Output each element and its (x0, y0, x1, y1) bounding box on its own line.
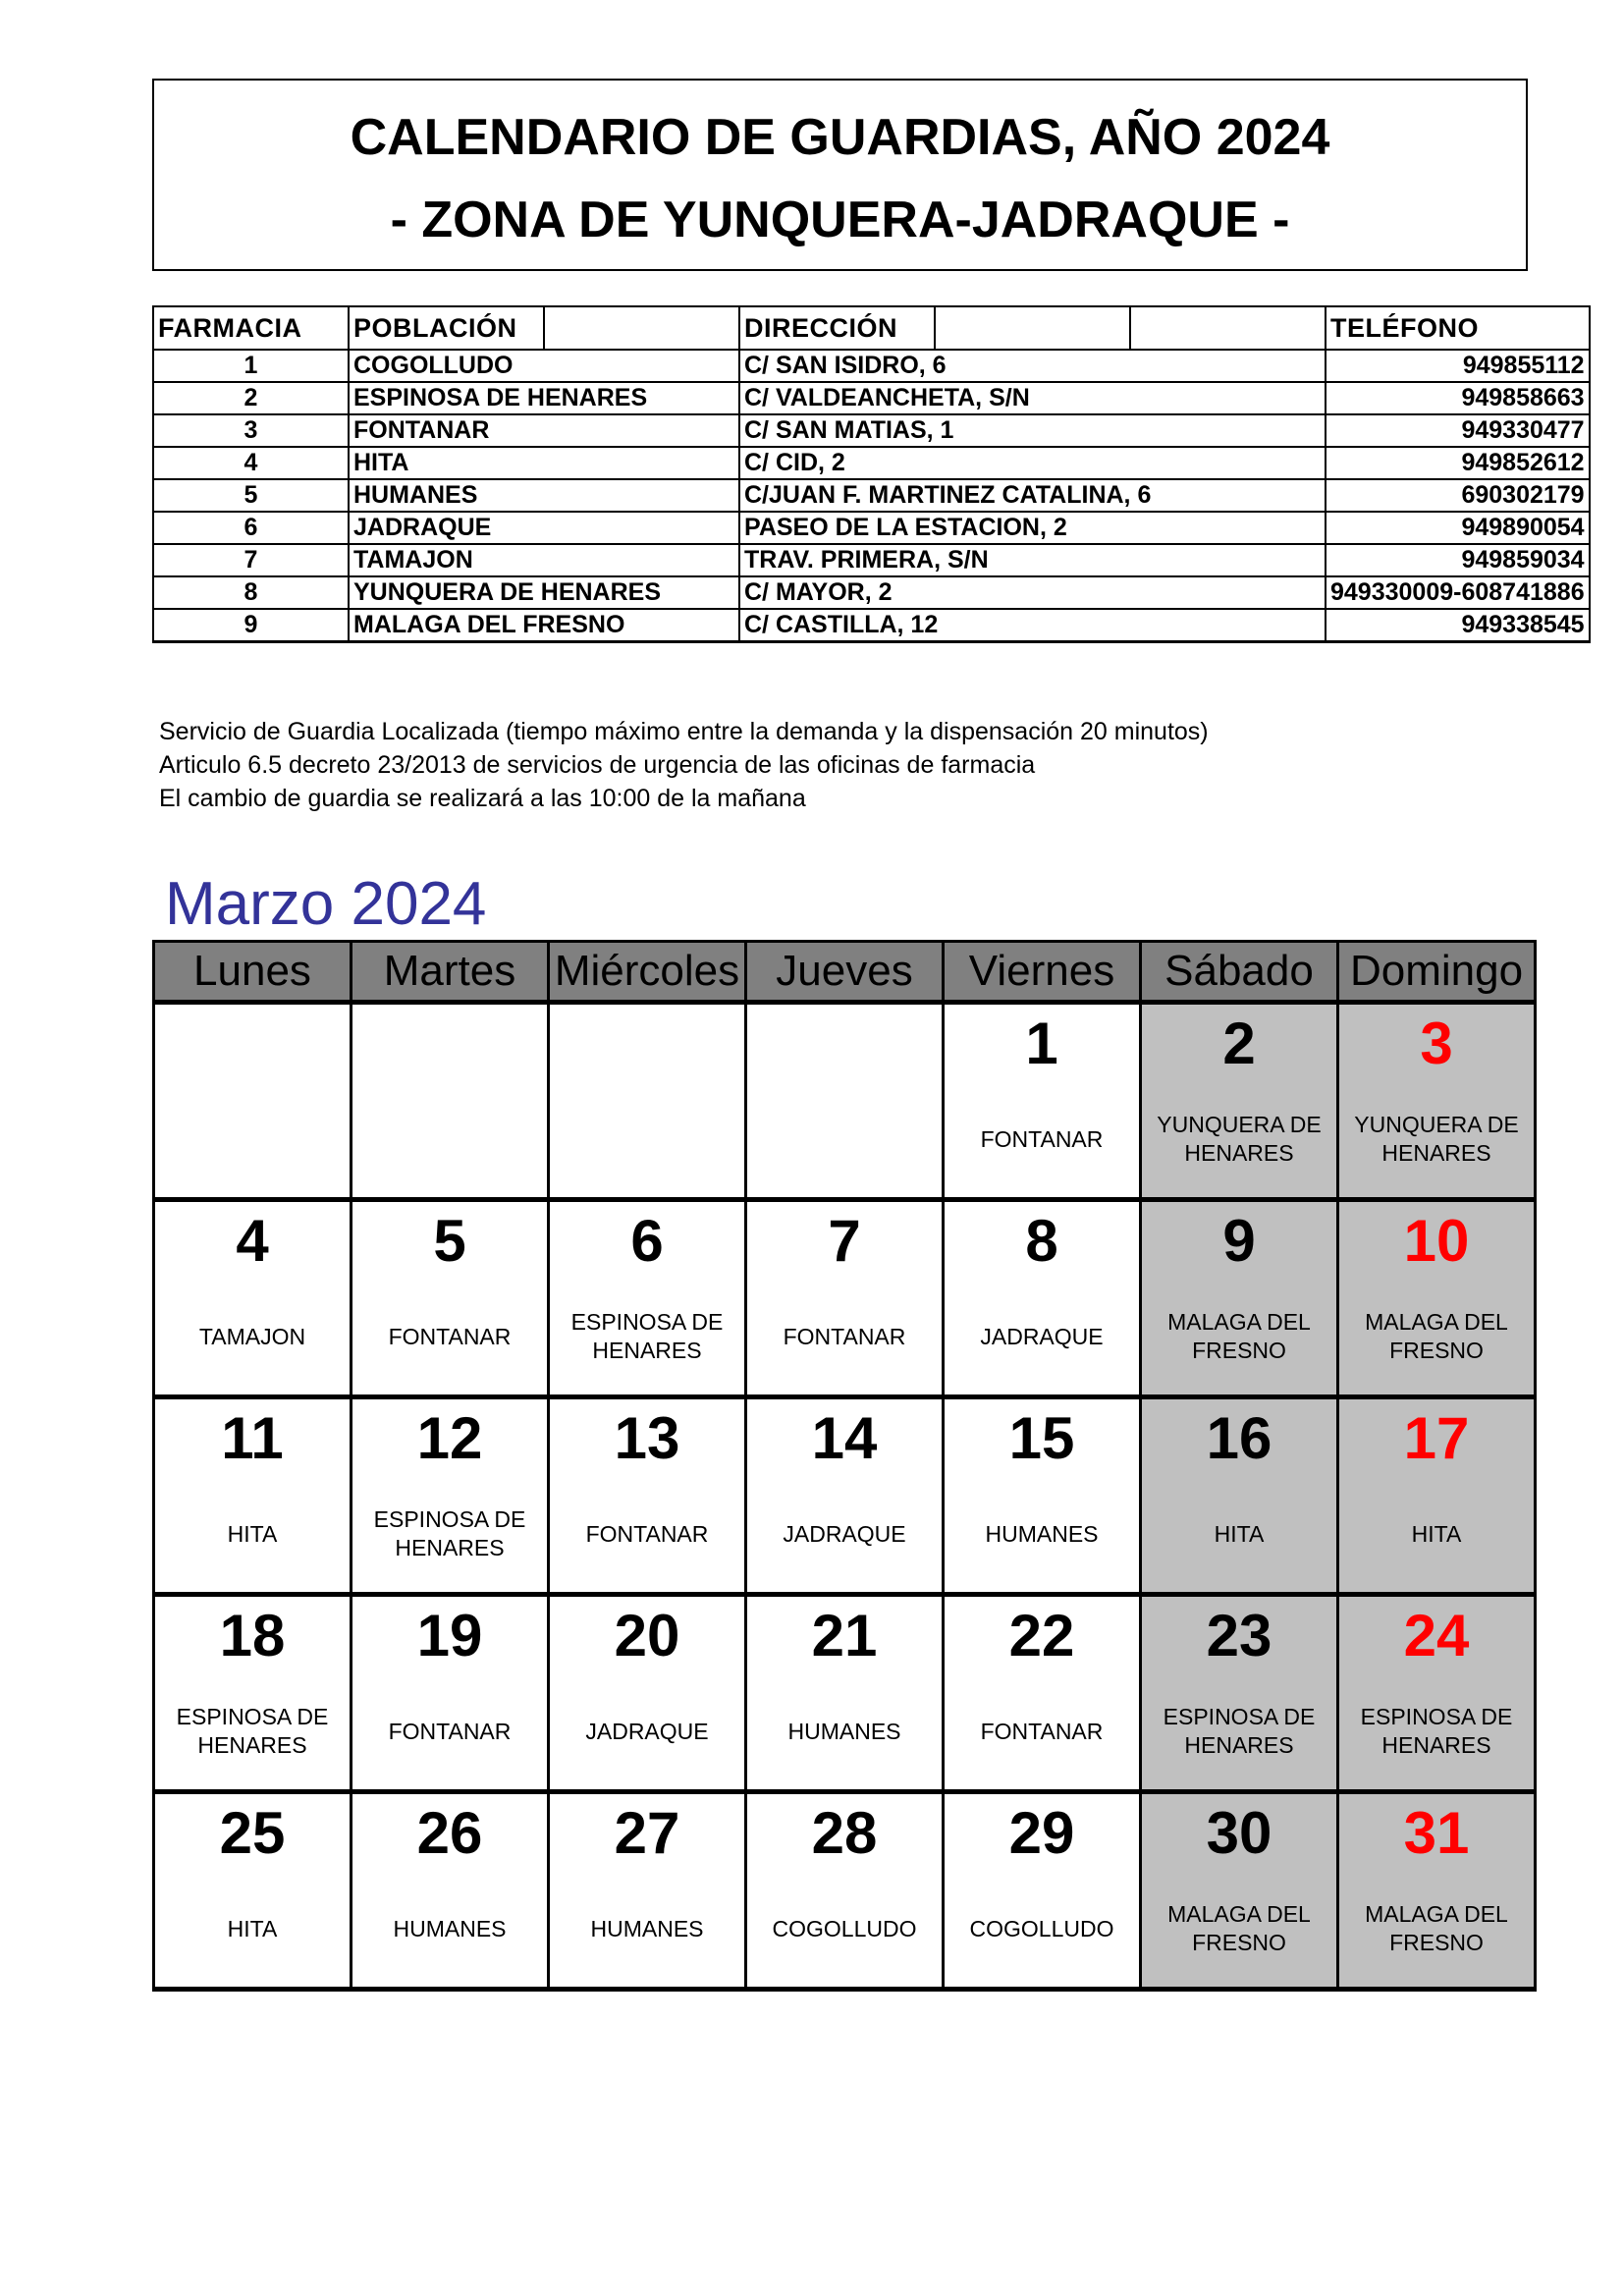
on-duty-pharmacy (1343, 1292, 1530, 1381)
pharmacy-address: C/ CASTILLA, 12 (739, 609, 1326, 642)
calendar-day-cell (1141, 1397, 1338, 1595)
pharmacy-table (152, 305, 1591, 643)
header-empty (544, 306, 739, 350)
on-duty-pharmacy-label: FONTANAR (585, 1520, 709, 1547)
calendar-day-cell (154, 1397, 352, 1595)
on-duty-pharmacy (159, 1687, 346, 1776)
calendar-day-cell (1338, 1595, 1536, 1792)
pharmacy-town: TAMAJON (349, 544, 739, 576)
weekday-header: Lunes (154, 942, 352, 1003)
on-duty-pharmacy (1146, 1490, 1332, 1578)
day-number: 5 (433, 1208, 466, 1274)
day-number: 17 (1403, 1405, 1470, 1471)
document-subtitle: - ZONA DE YUNQUERA-JADRAQUE - (390, 191, 1290, 248)
on-duty-pharmacy (356, 1885, 543, 1973)
pharmacy-number: 9 (153, 609, 349, 642)
pharmacy-town: HITA (349, 447, 739, 479)
on-duty-pharmacy-label: JADRAQUE (585, 1718, 709, 1744)
on-duty-pharmacy-label: HITA (1214, 1520, 1265, 1547)
day-number: 29 (1008, 1800, 1075, 1866)
header-direccion: DIRECCIÓN (739, 306, 935, 350)
calendar-day-cell (1338, 1003, 1536, 1200)
pharmacy-row (153, 609, 1590, 642)
on-duty-pharmacy (1343, 1687, 1530, 1776)
pharmacy-address: C/ VALDEANCHETA, S/N (739, 382, 1326, 414)
pharmacy-row (153, 447, 1590, 479)
note-line: El cambio de guardia se realizará a las 10:00 de la mañana (159, 785, 806, 812)
pharmacy-phone: 949330477 (1326, 414, 1590, 447)
day-number: 27 (614, 1800, 680, 1866)
pharmacy-phone: 949858663 (1326, 382, 1590, 414)
pharmacy-address: PASEO DE LA ESTACION, 2 (739, 512, 1326, 544)
header-empty (935, 306, 1130, 350)
day-number: 7 (828, 1208, 861, 1274)
pharmacy-number: 8 (153, 576, 349, 609)
on-duty-pharmacy-label: HITA (1411, 1520, 1462, 1547)
pharmacy-town: YUNQUERA DE HENARES (349, 576, 739, 609)
calendar-day-cell (746, 1200, 944, 1397)
on-duty-pharmacy-label: FONTANAR (980, 1125, 1104, 1152)
day-number: 21 (811, 1603, 878, 1668)
pharmacy-address: C/ SAN MATIAS, 1 (739, 414, 1326, 447)
on-duty-pharmacy-label: HUMANES (590, 1915, 704, 1941)
pharmacy-town: ESPINOSA DE HENARES (349, 382, 739, 414)
on-duty-pharmacy (948, 1687, 1135, 1776)
calendar-day-cell (549, 1003, 746, 1200)
on-duty-pharmacy-label: ESPINOSA DE HENARES (373, 1506, 526, 1560)
calendar-week-row (154, 1003, 1536, 1200)
calendar-day-cell (1141, 1003, 1338, 1200)
day-number: 10 (1403, 1208, 1470, 1274)
calendar-day-cell (549, 1200, 746, 1397)
on-duty-pharmacy (751, 1095, 938, 1183)
weekday-header: Martes (352, 942, 549, 1003)
on-duty-pharmacy (554, 1687, 740, 1776)
on-duty-pharmacy (159, 1292, 346, 1381)
weekday-header: Miércoles (549, 942, 746, 1003)
pharmacy-number: 5 (153, 479, 349, 512)
day-number: 11 (221, 1405, 284, 1471)
calendar-day-cell (154, 1595, 352, 1792)
on-duty-pharmacy-label: YUNQUERA DE HENARES (1354, 1112, 1519, 1166)
pharmacy-row (153, 576, 1590, 609)
day-number: 2 (1222, 1011, 1256, 1076)
pharmacy-address: C/ SAN ISIDRO, 6 (739, 350, 1326, 382)
on-duty-pharmacy (1343, 1885, 1530, 1973)
day-number: 9 (1222, 1208, 1256, 1274)
calendar-day-cell (154, 1792, 352, 1990)
on-duty-pharmacy-label: COGOLLUDO (969, 1915, 1114, 1941)
calendar-day-cell (352, 1397, 549, 1595)
pharmacy-town: COGOLLUDO (349, 350, 739, 382)
on-duty-pharmacy (751, 1490, 938, 1578)
day-number: 14 (811, 1405, 878, 1471)
calendar-day-cell (944, 1595, 1141, 1792)
notes (159, 715, 1209, 815)
on-duty-pharmacy-label: HITA (227, 1915, 278, 1941)
on-duty-pharmacy (948, 1095, 1135, 1183)
pharmacy-row (153, 414, 1590, 447)
calendar-week-row (154, 1397, 1536, 1595)
day-number: 15 (1008, 1405, 1075, 1471)
pharmacy-row (153, 382, 1590, 414)
on-duty-pharmacy (159, 1490, 346, 1578)
calendar-day-cell (549, 1397, 746, 1595)
on-duty-pharmacy (1146, 1095, 1332, 1183)
day-number: 23 (1206, 1603, 1272, 1668)
pharmacy-address: C/ MAYOR, 2 (739, 576, 1326, 609)
month-title: Marzo 2024 (165, 870, 487, 938)
pharmacy-phone: 949330009-608741886 (1326, 576, 1590, 609)
day-number: 12 (416, 1405, 483, 1471)
on-duty-pharmacy-label: YUNQUERA DE HENARES (1157, 1112, 1322, 1166)
note-line: Servicio de Guardia Localizada (tiempo máximo entre la demanda y la dispensación 20 minutos) (159, 718, 1209, 745)
calendar-day-cell (1141, 1792, 1338, 1990)
day-number: 13 (614, 1405, 680, 1471)
calendar-day-cell (549, 1792, 746, 1990)
day-number: 26 (416, 1800, 483, 1866)
on-duty-pharmacy (948, 1490, 1135, 1578)
on-duty-pharmacy (948, 1885, 1135, 1973)
calendar-day-cell (352, 1200, 549, 1397)
pharmacy-phone: 949890054 (1326, 512, 1590, 544)
calendar-day-cell (352, 1003, 549, 1200)
calendar-day-cell (154, 1003, 352, 1200)
day-number: 16 (1206, 1405, 1272, 1471)
day-number: 4 (236, 1208, 269, 1274)
pharmacy-table-header (153, 306, 1590, 350)
pharmacy-phone: 949859034 (1326, 544, 1590, 576)
on-duty-pharmacy-label: MALAGA DEL FRESNO (1167, 1309, 1311, 1363)
on-duty-pharmacy (554, 1292, 740, 1381)
calendar-week-row (154, 1200, 1536, 1397)
pharmacy-number: 3 (153, 414, 349, 447)
on-duty-pharmacy (554, 1490, 740, 1578)
calendar-day-cell (352, 1792, 549, 1990)
pharmacy-address: C/ CID, 2 (739, 447, 1326, 479)
pharmacy-phone: 949855112 (1326, 350, 1590, 382)
pharmacy-phone: 690302179 (1326, 479, 1590, 512)
pharmacy-number: 7 (153, 544, 349, 576)
calendar-day-cell (1338, 1792, 1536, 1990)
pharmacy-phone: 949852612 (1326, 447, 1590, 479)
on-duty-pharmacy-label: FONTANAR (388, 1323, 512, 1349)
on-duty-pharmacy (356, 1095, 543, 1183)
on-duty-pharmacy (356, 1490, 543, 1578)
pharmacy-phone: 949338545 (1326, 609, 1590, 642)
day-number: 28 (811, 1800, 878, 1866)
calendar-day-cell (1338, 1397, 1536, 1595)
on-duty-pharmacy (751, 1292, 938, 1381)
calendar-day-cell (746, 1003, 944, 1200)
on-duty-pharmacy-label: HUMANES (393, 1915, 507, 1941)
pharmacy-row (153, 350, 1590, 382)
weekday-header: Jueves (746, 942, 944, 1003)
day-number: 31 (1403, 1800, 1470, 1866)
header-farmacia: FARMACIA (153, 306, 349, 350)
day-number: 30 (1206, 1800, 1272, 1866)
calendar-day-cell (1141, 1200, 1338, 1397)
on-duty-pharmacy-label: ESPINOSA DE HENARES (570, 1309, 724, 1363)
header-telefono: TELÉFONO (1326, 306, 1590, 350)
calendar-day-cell (746, 1397, 944, 1595)
on-duty-pharmacy-label: HITA (227, 1520, 278, 1547)
weekday-header: Viernes (944, 942, 1141, 1003)
header-poblacion: POBLACIÓN (349, 306, 544, 350)
on-duty-pharmacy (554, 1095, 740, 1183)
pharmacy-number: 2 (153, 382, 349, 414)
pharmacy-town: FONTANAR (349, 414, 739, 447)
day-number: 25 (219, 1800, 286, 1866)
on-duty-pharmacy (1343, 1490, 1530, 1578)
on-duty-pharmacy (1146, 1885, 1332, 1973)
calendar-day-cell (746, 1595, 944, 1792)
day-number: 19 (416, 1603, 483, 1668)
calendar-day-cell (944, 1003, 1141, 1200)
on-duty-pharmacy-label: FONTANAR (388, 1718, 512, 1744)
on-duty-pharmacy (751, 1687, 938, 1776)
pharmacy-town: MALAGA DEL FRESNO (349, 609, 739, 642)
pharmacy-number: 1 (153, 350, 349, 382)
day-number: 8 (1025, 1208, 1058, 1274)
day-number: 18 (219, 1603, 286, 1668)
calendar-day-cell (944, 1397, 1141, 1595)
pharmacy-row (153, 512, 1590, 544)
calendar-week-row (154, 1595, 1536, 1792)
pharmacy-row (153, 544, 1590, 576)
on-duty-pharmacy (356, 1292, 543, 1381)
on-duty-pharmacy (356, 1687, 543, 1776)
calendar-day-cell (746, 1792, 944, 1990)
title-box (152, 79, 1528, 271)
calendar-day-cell (944, 1792, 1141, 1990)
day-number: 1 (1025, 1011, 1058, 1076)
weekday-header-row (154, 942, 1536, 1003)
on-duty-pharmacy (159, 1095, 346, 1183)
calendar-day-cell (549, 1595, 746, 1792)
calendar-day-cell (352, 1595, 549, 1792)
on-duty-pharmacy-label: JADRAQUE (783, 1520, 906, 1547)
pharmacy-number: 6 (153, 512, 349, 544)
weekday-header: Domingo (1338, 942, 1536, 1003)
on-duty-pharmacy-label: HUMANES (787, 1718, 901, 1744)
on-duty-pharmacy-label: MALAGA DEL FRESNO (1365, 1309, 1508, 1363)
on-duty-pharmacy-label: MALAGA DEL FRESNO (1167, 1901, 1311, 1955)
pharmacy-address: TRAV. PRIMERA, S/N (739, 544, 1326, 576)
calendar-day-cell (944, 1200, 1141, 1397)
on-duty-pharmacy (751, 1885, 938, 1973)
on-duty-pharmacy (159, 1885, 346, 1973)
pharmacy-town: HUMANES (349, 479, 739, 512)
on-duty-pharmacy (948, 1292, 1135, 1381)
on-duty-pharmacy-label: TAMAJON (198, 1323, 306, 1349)
day-number: 22 (1008, 1603, 1075, 1668)
day-number: 3 (1420, 1011, 1453, 1076)
on-duty-pharmacy (554, 1885, 740, 1973)
on-duty-pharmacy-label: ESPINOSA DE HENARES (176, 1704, 329, 1758)
day-number: 24 (1403, 1603, 1470, 1668)
on-duty-pharmacy-label: ESPINOSA DE HENARES (1360, 1704, 1513, 1758)
on-duty-pharmacy-label: COGOLLUDO (772, 1915, 917, 1941)
calendar-grid (152, 940, 1537, 1992)
on-duty-pharmacy-label: JADRAQUE (980, 1323, 1104, 1349)
note-line: Articulo 6.5 decreto 23/2013 de servicios de urgencia de las oficinas de farmacia (159, 751, 1036, 779)
document-title: CALENDARIO DE GUARDIAS, AÑO 2024 (350, 109, 1330, 166)
header-empty (1130, 306, 1326, 350)
on-duty-pharmacy-label: FONTANAR (980, 1718, 1104, 1744)
weekday-header: Sábado (1141, 942, 1338, 1003)
pharmacy-number: 4 (153, 447, 349, 479)
on-duty-pharmacy-label: HUMANES (985, 1520, 1099, 1547)
pharmacy-address: C/JUAN F. MARTINEZ CATALINA, 6 (739, 479, 1326, 512)
day-number: 20 (614, 1603, 680, 1668)
on-duty-pharmacy-label: FONTANAR (783, 1323, 906, 1349)
day-number: 6 (630, 1208, 664, 1274)
on-duty-pharmacy-label: ESPINOSA DE HENARES (1163, 1704, 1316, 1758)
calendar-week-row (154, 1792, 1536, 1990)
pharmacy-town: JADRAQUE (349, 512, 739, 544)
pharmacy-row (153, 479, 1590, 512)
calendar-day-cell (1141, 1595, 1338, 1792)
on-duty-pharmacy (1146, 1292, 1332, 1381)
calendar-day-cell (154, 1200, 352, 1397)
calendar-day-cell (1338, 1200, 1536, 1397)
on-duty-pharmacy (1146, 1687, 1332, 1776)
on-duty-pharmacy (1343, 1095, 1530, 1183)
on-duty-pharmacy-label: MALAGA DEL FRESNO (1365, 1901, 1508, 1955)
